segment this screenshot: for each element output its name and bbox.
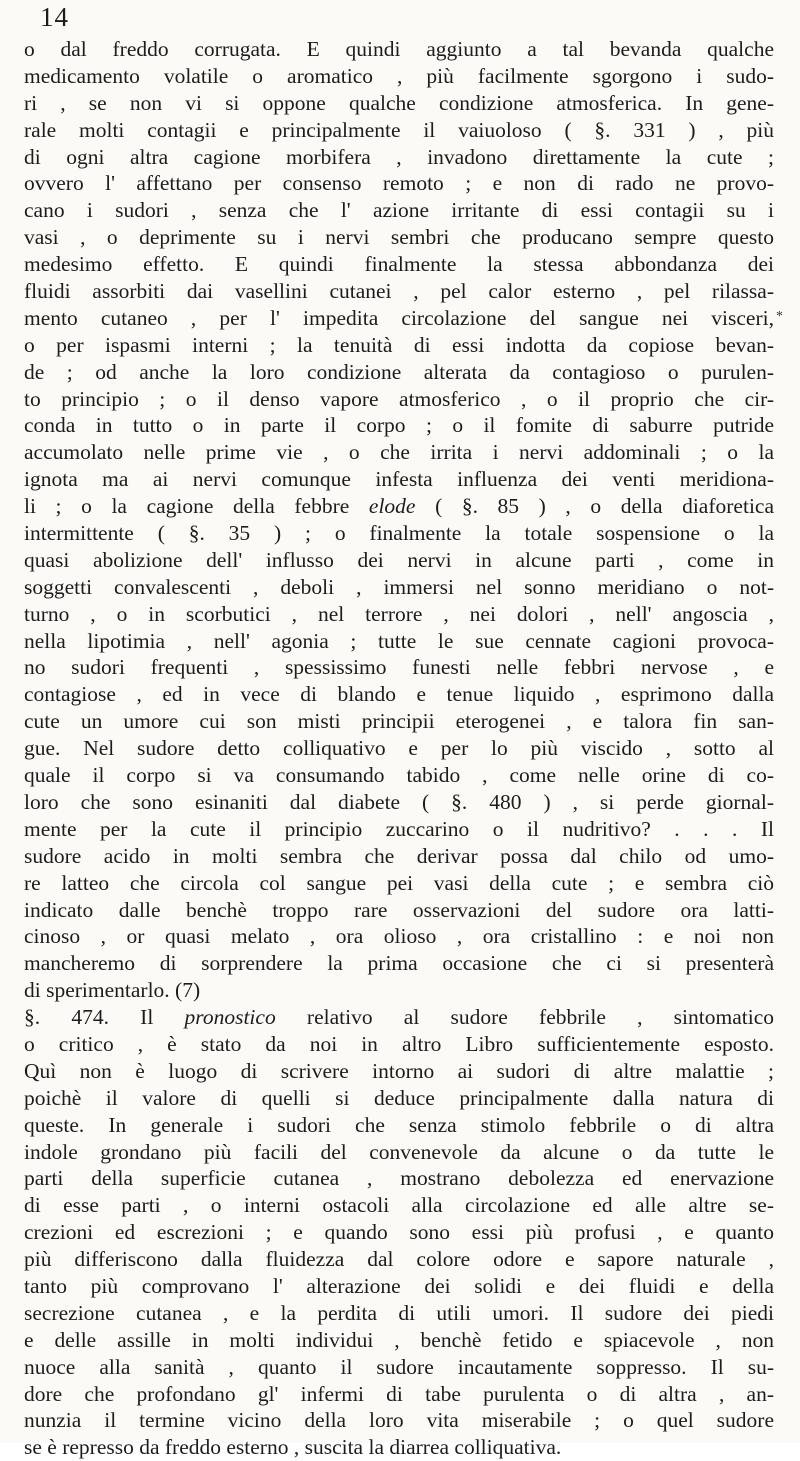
text-line [24, 251, 774, 278]
text-segment: o critico , è stato da noi in altro Libro sufficientemente esposto. [24, 1031, 774, 1056]
text-line [24, 520, 774, 547]
text-segment: gue. Nel sudore detto colliquativo e per lo più viscido , sotto al [24, 736, 774, 761]
text-line [24, 1031, 774, 1058]
text-segment: tanto più comprovano l' alterazione dei solidi e dei fluidi e della [24, 1273, 774, 1298]
text-line [24, 1354, 774, 1381]
text-segment: fluidi assorbiti dai vasellini cutanei , pel calor esterno , pel rilassa- [24, 279, 774, 304]
text-segment: §. 474. Il [24, 1005, 185, 1030]
text-segment: soggetti convalescenti , deboli , immersi nel sonno meridiano o not- [24, 574, 774, 599]
text-line [24, 735, 774, 762]
text-segment: loro che sono esinaniti dal diabete ( §. 480 ) , si perde giornal- [24, 789, 774, 814]
text-segment: e delle assille in molti individui , benchè fetido e spiacevole , non [24, 1327, 774, 1352]
text-segment: di ogni altra cagione morbifera , invadono direttamente la cute ; [24, 144, 774, 169]
text-line [24, 278, 774, 305]
text-line [24, 170, 774, 197]
text-segment: ignota ma ai nervi comunque infesta influenza dei venti meridiona- [24, 467, 774, 492]
text-segment: quale il corpo si va consumando tabido , come nelle orine di co- [24, 763, 774, 788]
text-line [24, 1112, 774, 1139]
text-segment: relativo al sudore febbrile , sintomatico [275, 1005, 774, 1030]
text-line [24, 843, 774, 870]
text-segment: nunzia il termine vicino della loro vita miserabile ; o quel sudore [24, 1408, 774, 1433]
text-line [24, 628, 774, 655]
text-segment: mente per la cute il principio zuccarino o il nudritivo? . . . Il [24, 816, 774, 841]
text-segment: medicamento volatile o aromatico , più facilmente sgorgono i sudo- [24, 63, 774, 88]
text-line [24, 897, 774, 924]
text-segment: rale molti contagii e principalmente il vaiuoloso ( §. 331 ) , più [24, 117, 774, 142]
text-line [24, 359, 774, 386]
text-segment: di sperimentarlo. (7) [24, 978, 201, 1003]
text-line [24, 36, 774, 63]
text-segment: vasi , o deprimente su i nervi sembri che producano sempre questo [24, 225, 774, 250]
text-segment: o per ispasmi interni ; la tenuità di essi indotta da copiose bevan- [24, 332, 774, 357]
text-line [24, 574, 774, 601]
text-line [24, 1300, 774, 1327]
text-line [24, 1219, 774, 1246]
text-line [24, 332, 774, 359]
text-line [24, 90, 774, 117]
text-line [24, 708, 774, 735]
page-number: 14 [40, 2, 69, 32]
text-segment: queste. In generale i sudori che senza stimolo febbrile o di altra [24, 1112, 774, 1137]
text-segment: contagiose , ed in vece di blando e tenue liquido , esprimono dalla [24, 682, 774, 707]
text-segment: no sudori frequenti , spessissimo funesti nelle febbri nervose , e [24, 655, 774, 680]
text-line [24, 1327, 774, 1354]
text-segment: mancheremo di sorprendere la prima occasione che ci si presenterà [24, 951, 774, 976]
text-segment: re latteo che circola col sangue pei vasi della cute ; e sembra ciò [24, 870, 774, 895]
text-segment: indole grondano più facili del convenevole da alcune o da tutte le [24, 1139, 774, 1164]
text-segment: indicato dalle benchè troppo rare osservazioni del sudore ora latti- [24, 897, 774, 922]
text-segment: dore che profondano gl' infermi di tabe purulenta o di altra , an- [24, 1381, 774, 1406]
text-line [24, 63, 774, 90]
text-line [24, 197, 774, 224]
text-segment: cinoso , or quasi melato , ora olioso , ora cristallino : e noi non [24, 924, 774, 949]
text-line [24, 412, 774, 439]
text-line [24, 547, 774, 574]
margin-mark: * [776, 309, 783, 324]
text-line [24, 1192, 774, 1219]
text-segment: intermittente ( §. 35 ) ; o finalmente la totale sospensione o la [24, 521, 774, 546]
text-segment: ( §. 85 ) , o della diaforetica [415, 494, 774, 519]
text-segment: li ; o la cagione della febbre [24, 494, 369, 519]
text-line [24, 977, 774, 1004]
text-line [24, 601, 774, 628]
text-segment: conda in tutto o in parte il corpo ; o il fomite di saburre putride [24, 413, 774, 438]
text-segment: se è represso da freddo esterno , suscita la diarrea colliquativa. [24, 1435, 562, 1460]
text-segment: to principio ; o il denso vapore atmosferico , o il proprio che cir- [24, 386, 774, 411]
italic-term: elode [368, 494, 416, 519]
text-line [24, 1085, 774, 1112]
text-segment: più differiscono dalla fluidezza dal colore odore e sapore naturale , [24, 1247, 774, 1272]
text-segment: secrezione cutanea , e la perdita di utili umori. Il sudore dei piedi [24, 1300, 774, 1325]
text-line [24, 870, 774, 897]
text-line [24, 386, 774, 413]
text-segment: poichè il valore di quelli si deduce principalmente dalla natura di [24, 1085, 774, 1110]
text-segment: cano i sudori , senza che l' azione irritante di essi contagii su i [24, 198, 774, 223]
text-segment: nuoce alla sanità , quanto il sudore incautamente soppresso. Il su- [24, 1354, 774, 1379]
text-line [24, 439, 774, 466]
text-line [24, 1165, 774, 1192]
text-segment: quasi abolizione dell' influsso dei nervi in alcune parti , come in [24, 547, 774, 572]
text-segment: ovvero l' affettano per consenso remoto ; e non di rado ne provo- [24, 171, 774, 196]
text-line [24, 117, 774, 144]
text-segment: cute un umore cui son misti principii eterogenei , e talora fin san- [24, 709, 774, 734]
italic-term: pronostico [184, 1005, 276, 1030]
text-line [24, 1407, 774, 1434]
text-segment: di esse parti , o interni ostacoli alla circolazione ed alle altre se- [24, 1193, 774, 1218]
text-segment: mento cutaneo , per l' impedita circolazione del sangue nei visceri, [24, 305, 774, 330]
text-line [24, 762, 774, 789]
text-line [24, 493, 774, 520]
text-segment: turno , o in scorbutici , nel terrore , nei dolori , nell' angoscia , [24, 601, 774, 626]
body-text [24, 36, 774, 1461]
text-segment: de ; od anche la loro condizione alterata da contagioso o purulen- [24, 359, 774, 384]
text-line [24, 1273, 774, 1300]
text-line [24, 654, 774, 681]
text-line [24, 950, 774, 977]
text-segment: medesimo effetto. E quindi finalmente la stessa abbondanza dei [24, 252, 774, 277]
text-segment: parti della superficie cutanea , mostrano debolezza ed enervazione [24, 1166, 774, 1191]
text-line [24, 1434, 774, 1461]
text-line [24, 1139, 774, 1166]
text-line [24, 305, 774, 332]
text-segment: nella lipotimia , nell' agonia ; tutte le sue cennate cagioni provoca- [24, 628, 774, 653]
text-line [24, 923, 774, 950]
text-segment: sudore acido in molti sembra che derivar possa dal chilo od umo- [24, 843, 774, 868]
text-line [24, 466, 774, 493]
text-segment: Quì non è luogo di scrivere intorno ai sudori di altre malattie ; [24, 1058, 774, 1083]
text-line [24, 1246, 774, 1273]
text-segment: ri , se non vi si oppone qualche condizione atmosferica. In gene- [24, 90, 774, 115]
text-line [24, 816, 774, 843]
text-segment: o dal freddo corrugata. E quindi aggiunto a tal bevanda qualche [24, 37, 774, 61]
text-line [24, 1058, 774, 1085]
text-line [24, 224, 774, 251]
text-line [24, 789, 774, 816]
text-line [24, 144, 774, 171]
text-segment: crezioni ed escrezioni ; e quando sono essi più profusi , e quanto [24, 1220, 774, 1245]
text-line [24, 1381, 774, 1408]
text-segment: accumolato nelle prime vie , o che irrita i nervi addominali ; o la [24, 440, 774, 465]
text-line [24, 1004, 774, 1031]
text-line [24, 681, 774, 708]
